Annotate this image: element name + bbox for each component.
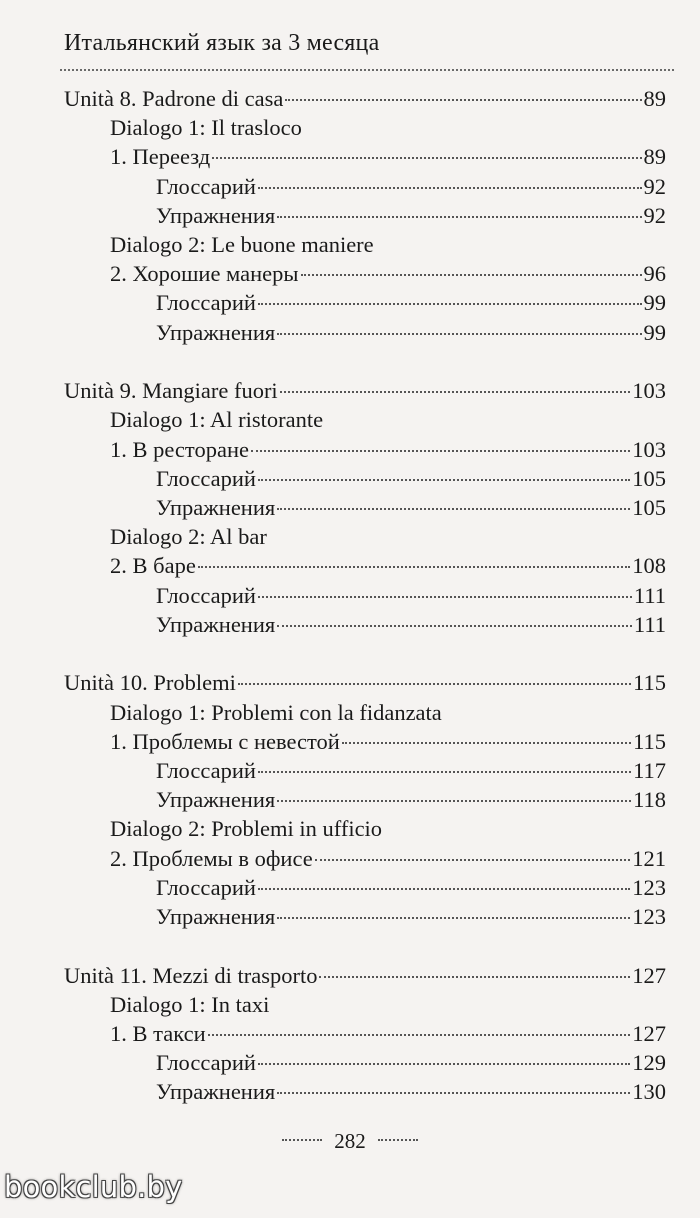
toc-page-number: 127 [632, 962, 666, 988]
toc-page-number: 96 [643, 261, 666, 287]
toc-page-number: 89 [643, 144, 666, 170]
toc-entry-label: Dialogo 1: Il trasloco [110, 115, 302, 141]
toc-entry [64, 1077, 666, 1106]
toc-entry [64, 902, 666, 931]
toc-page-number: 99 [643, 290, 666, 316]
dot-leader [258, 479, 630, 481]
toc-entry-label: Dialogo 1: Problemi con la fidanzata [110, 699, 442, 725]
toc-dialog-heading [64, 990, 666, 1019]
toc-entry-label: Упражнения [156, 1079, 276, 1105]
toc-entry [64, 201, 666, 230]
dot-leader [285, 99, 641, 101]
toc-page-number: 127 [632, 1020, 666, 1046]
dot-leader [342, 742, 631, 744]
toc-entry-label: 1. В такси [110, 1020, 206, 1046]
toc-entry [64, 873, 666, 902]
toc-dialog-heading [64, 405, 666, 434]
toc-unit-entry [64, 376, 666, 405]
toc-entry [64, 464, 666, 493]
toc-entry-label: Dialogo 2: Al bar [110, 524, 267, 550]
toc-entry [64, 172, 666, 201]
dot-leader [258, 888, 630, 890]
toc-page-number: 123 [632, 903, 666, 929]
header-dotted-rule [60, 69, 674, 71]
toc-entry-label: Dialogo 2: Problemi in ufficio [110, 816, 383, 842]
toc-entry [64, 259, 666, 288]
toc-entry-label: Глоссарий [156, 173, 256, 199]
dot-leader [258, 187, 642, 189]
toc-entry [64, 142, 666, 171]
dot-leader [258, 1063, 630, 1065]
toc-entry-label: Глоссарий [156, 582, 256, 608]
dot-leader [277, 333, 641, 335]
toc-page-number: 115 [633, 728, 666, 754]
toc-entry-label: Упражнения [156, 787, 276, 813]
toc-page-number: 89 [643, 86, 666, 111]
toc-entry-label: Упражнения [156, 202, 276, 228]
toc-entry-label: Unità 10. Problemi [64, 670, 236, 696]
toc-entry-label: Глоссарий [156, 874, 256, 900]
watermark-logo: bookclub.by [4, 1170, 183, 1204]
toc-dialog-heading [64, 814, 666, 843]
toc-entry-label: Dialogo 2: Le buone maniere [110, 231, 374, 257]
toc-entry-label: Глоссарий [156, 290, 256, 316]
dot-leader [277, 508, 630, 510]
toc-entry [64, 844, 666, 873]
table-of-contents [64, 84, 666, 1107]
toc-dialog-heading [64, 230, 666, 259]
toc-page-number: 117 [633, 757, 666, 783]
toc-unit-entry [64, 668, 666, 697]
page-number-footer [0, 1129, 700, 1154]
toc-page-number: 111 [633, 611, 666, 637]
toc-entry-label: Dialogo 1: Al ristorante [110, 407, 324, 433]
dot-leader [251, 450, 630, 452]
toc-page-number: 103 [632, 436, 666, 462]
dot-leader [208, 1034, 631, 1036]
toc-entry-label: 2. В баре [110, 553, 196, 579]
toc-page-number: 105 [632, 494, 666, 520]
toc-page-number: 92 [643, 202, 666, 228]
running-head: Итальянский язык за 3 месяца [64, 30, 380, 56]
toc-entry-label: Упражнения [156, 611, 276, 637]
toc-entry-label: Глоссарий [156, 1050, 256, 1076]
toc-entry-label: Глоссарий [156, 757, 256, 783]
toc-entry-label: Dialogo 1: In taxi [110, 991, 270, 1017]
toc-entry-label: Упражнения [156, 903, 276, 929]
toc-page-number: 121 [632, 845, 666, 871]
toc-dialog-heading [64, 698, 666, 727]
toc-entry-label: 1. В ресторане [110, 436, 249, 462]
toc-dialog-heading [64, 522, 666, 551]
toc-page-number: 105 [632, 465, 666, 491]
toc-entry-label: Unità 11. Mezzi di trasporto [64, 962, 318, 988]
dot-leader [277, 800, 631, 802]
toc-entry [64, 756, 666, 785]
toc-page-number: 111 [633, 582, 666, 608]
folio-leader-right [378, 1139, 418, 1141]
toc-page-number: 130 [632, 1079, 666, 1105]
toc-entry-label: Упражнения [156, 319, 276, 345]
toc-page-number: 99 [643, 319, 666, 345]
toc-unit-entry [64, 961, 666, 990]
dot-leader [315, 859, 631, 861]
dot-leader [238, 683, 631, 685]
dot-leader [258, 303, 642, 305]
toc-entry [64, 581, 666, 610]
dot-leader [277, 625, 632, 627]
toc-entry [64, 288, 666, 317]
dot-leader [212, 157, 641, 159]
toc-entry-label: Упражнения [156, 494, 276, 520]
toc-entry [64, 318, 666, 347]
toc-page-number: 108 [632, 553, 666, 579]
dot-leader [277, 1092, 630, 1094]
toc-entry [64, 435, 666, 464]
toc-entry-label: 2. Хорошие манеры [110, 261, 299, 287]
dot-leader [277, 216, 641, 218]
toc-entry [64, 551, 666, 580]
dot-leader [319, 976, 630, 978]
toc-page-number: 129 [632, 1050, 666, 1076]
toc-entry [64, 610, 666, 639]
folio-number: 282 [334, 1129, 366, 1153]
toc-entry-label: 1. Переезд [110, 144, 211, 170]
toc-entry [64, 785, 666, 814]
toc-page-number: 123 [632, 874, 666, 900]
toc-entry [64, 1048, 666, 1077]
dot-leader [198, 566, 630, 568]
dot-leader [258, 771, 631, 773]
toc-entry [64, 493, 666, 522]
toc-entry [64, 1019, 666, 1048]
toc-entry-label: Unità 9. Mangiare fuori [64, 378, 278, 404]
toc-page-number: 115 [633, 670, 666, 696]
toc-page-number: 103 [632, 378, 666, 404]
toc-unit-entry [64, 84, 666, 113]
toc-dialog-heading [64, 113, 666, 142]
toc-entry [64, 727, 666, 756]
dot-leader [258, 596, 632, 598]
dot-leader [277, 917, 630, 919]
dot-leader [280, 391, 631, 393]
toc-entry-label: 1. Проблемы с невестой [110, 728, 340, 754]
toc-page-number: 118 [633, 787, 666, 813]
folio-leader-left [282, 1139, 322, 1141]
toc-page-number: 92 [643, 173, 666, 199]
toc-entry-label: Unità 8. Padrone di casa [64, 86, 284, 111]
toc-entry-label: 2. Проблемы в офисе [110, 845, 313, 871]
toc-entry-label: Глоссарий [156, 465, 256, 491]
dot-leader [301, 274, 642, 276]
